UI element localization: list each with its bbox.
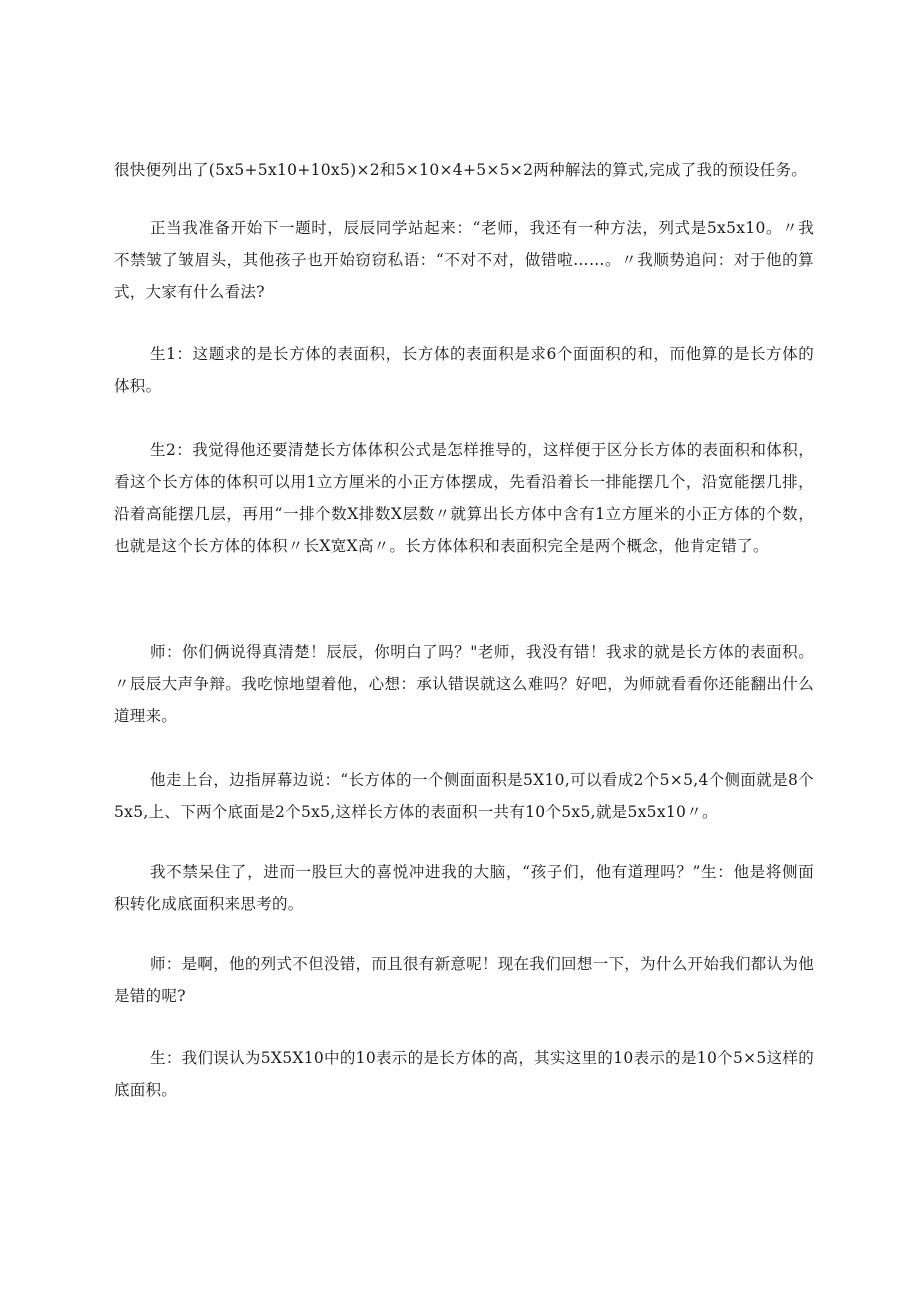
paragraph-8: 师：是啊，他的列式不但没错，而且很有新意呢！现在我们回想一下，为什么开始我们都认为他是错的呢? (114, 955, 814, 1005)
paragraph-9: 生：我们误认为5X5X10中的10表示的是长方体的高，其实这里的10表示的是10个5×5这样的底面积。 (114, 1049, 814, 1099)
paragraph-6: 他走上台，边指屏幕边说：“长方体的一个侧面面积是5X10,可以看成2个5×5,4个侧面就是8个5x5,上、下两个底面是2个5x5,这样长方体的表面积一共有10个5x5,就是5x5x10〃。 (114, 771, 814, 821)
paragraph-4: 生2：我觉得他还要清楚长方体体积公式是怎样推导的，这样便于区分长方体的表面积和体积，看这个长方体的体积可以用1立方厘米的小正方体摆成，先看沿着长一排能摆几个，沿宽能摆几排，沿着高能摆几层，再用“一排个数X排数X层数〃就算出长方体中含有1立方厘米的小正方体的个数，也就是这个长方体的体积〃长X宽X高〃。长方体体积和表面积完全是两个概念，他肯定错了。 (114, 441, 814, 555)
paragraph-3: 生1：这题求的是长方体的表面积，长方体的表面积是求6个面面积的和，而他算的是长方体的体积。 (114, 345, 814, 395)
paragraph-7: 我不禁呆住了，进而一股巨大的喜悦冲进我的大脑，“孩子们，他有道理吗？”生：他是将侧面积转化成底面积来思考的。 (114, 863, 814, 913)
paragraph-5: 师：你们俩说得真清楚！辰辰，你明白了吗？"老师，我没有错！我求的就是长方体的表面积。〃辰辰大声争辩。我吃惊地望着他，心想：承认错误就这么难吗？好吧，为师就看看你还能翻出什么道理来。 (114, 643, 814, 725)
paragraph-2: 正当我准备开始下一题时，辰辰同学站起来：“老师，我还有一种方法，列式是5x5x10。〃我不禁皱了皱眉头，其他孩子也开始窃窃私语：“不对不对，做错啦……。〃我顺势追问：对于他的算式，大家有什么看法? (114, 219, 814, 301)
paragraph-1: 很快便列出了(5x5+5x10+10x5)×2和5×10×4+5×5×2两种解法的算式,完成了我的预设任务。 (114, 161, 808, 179)
